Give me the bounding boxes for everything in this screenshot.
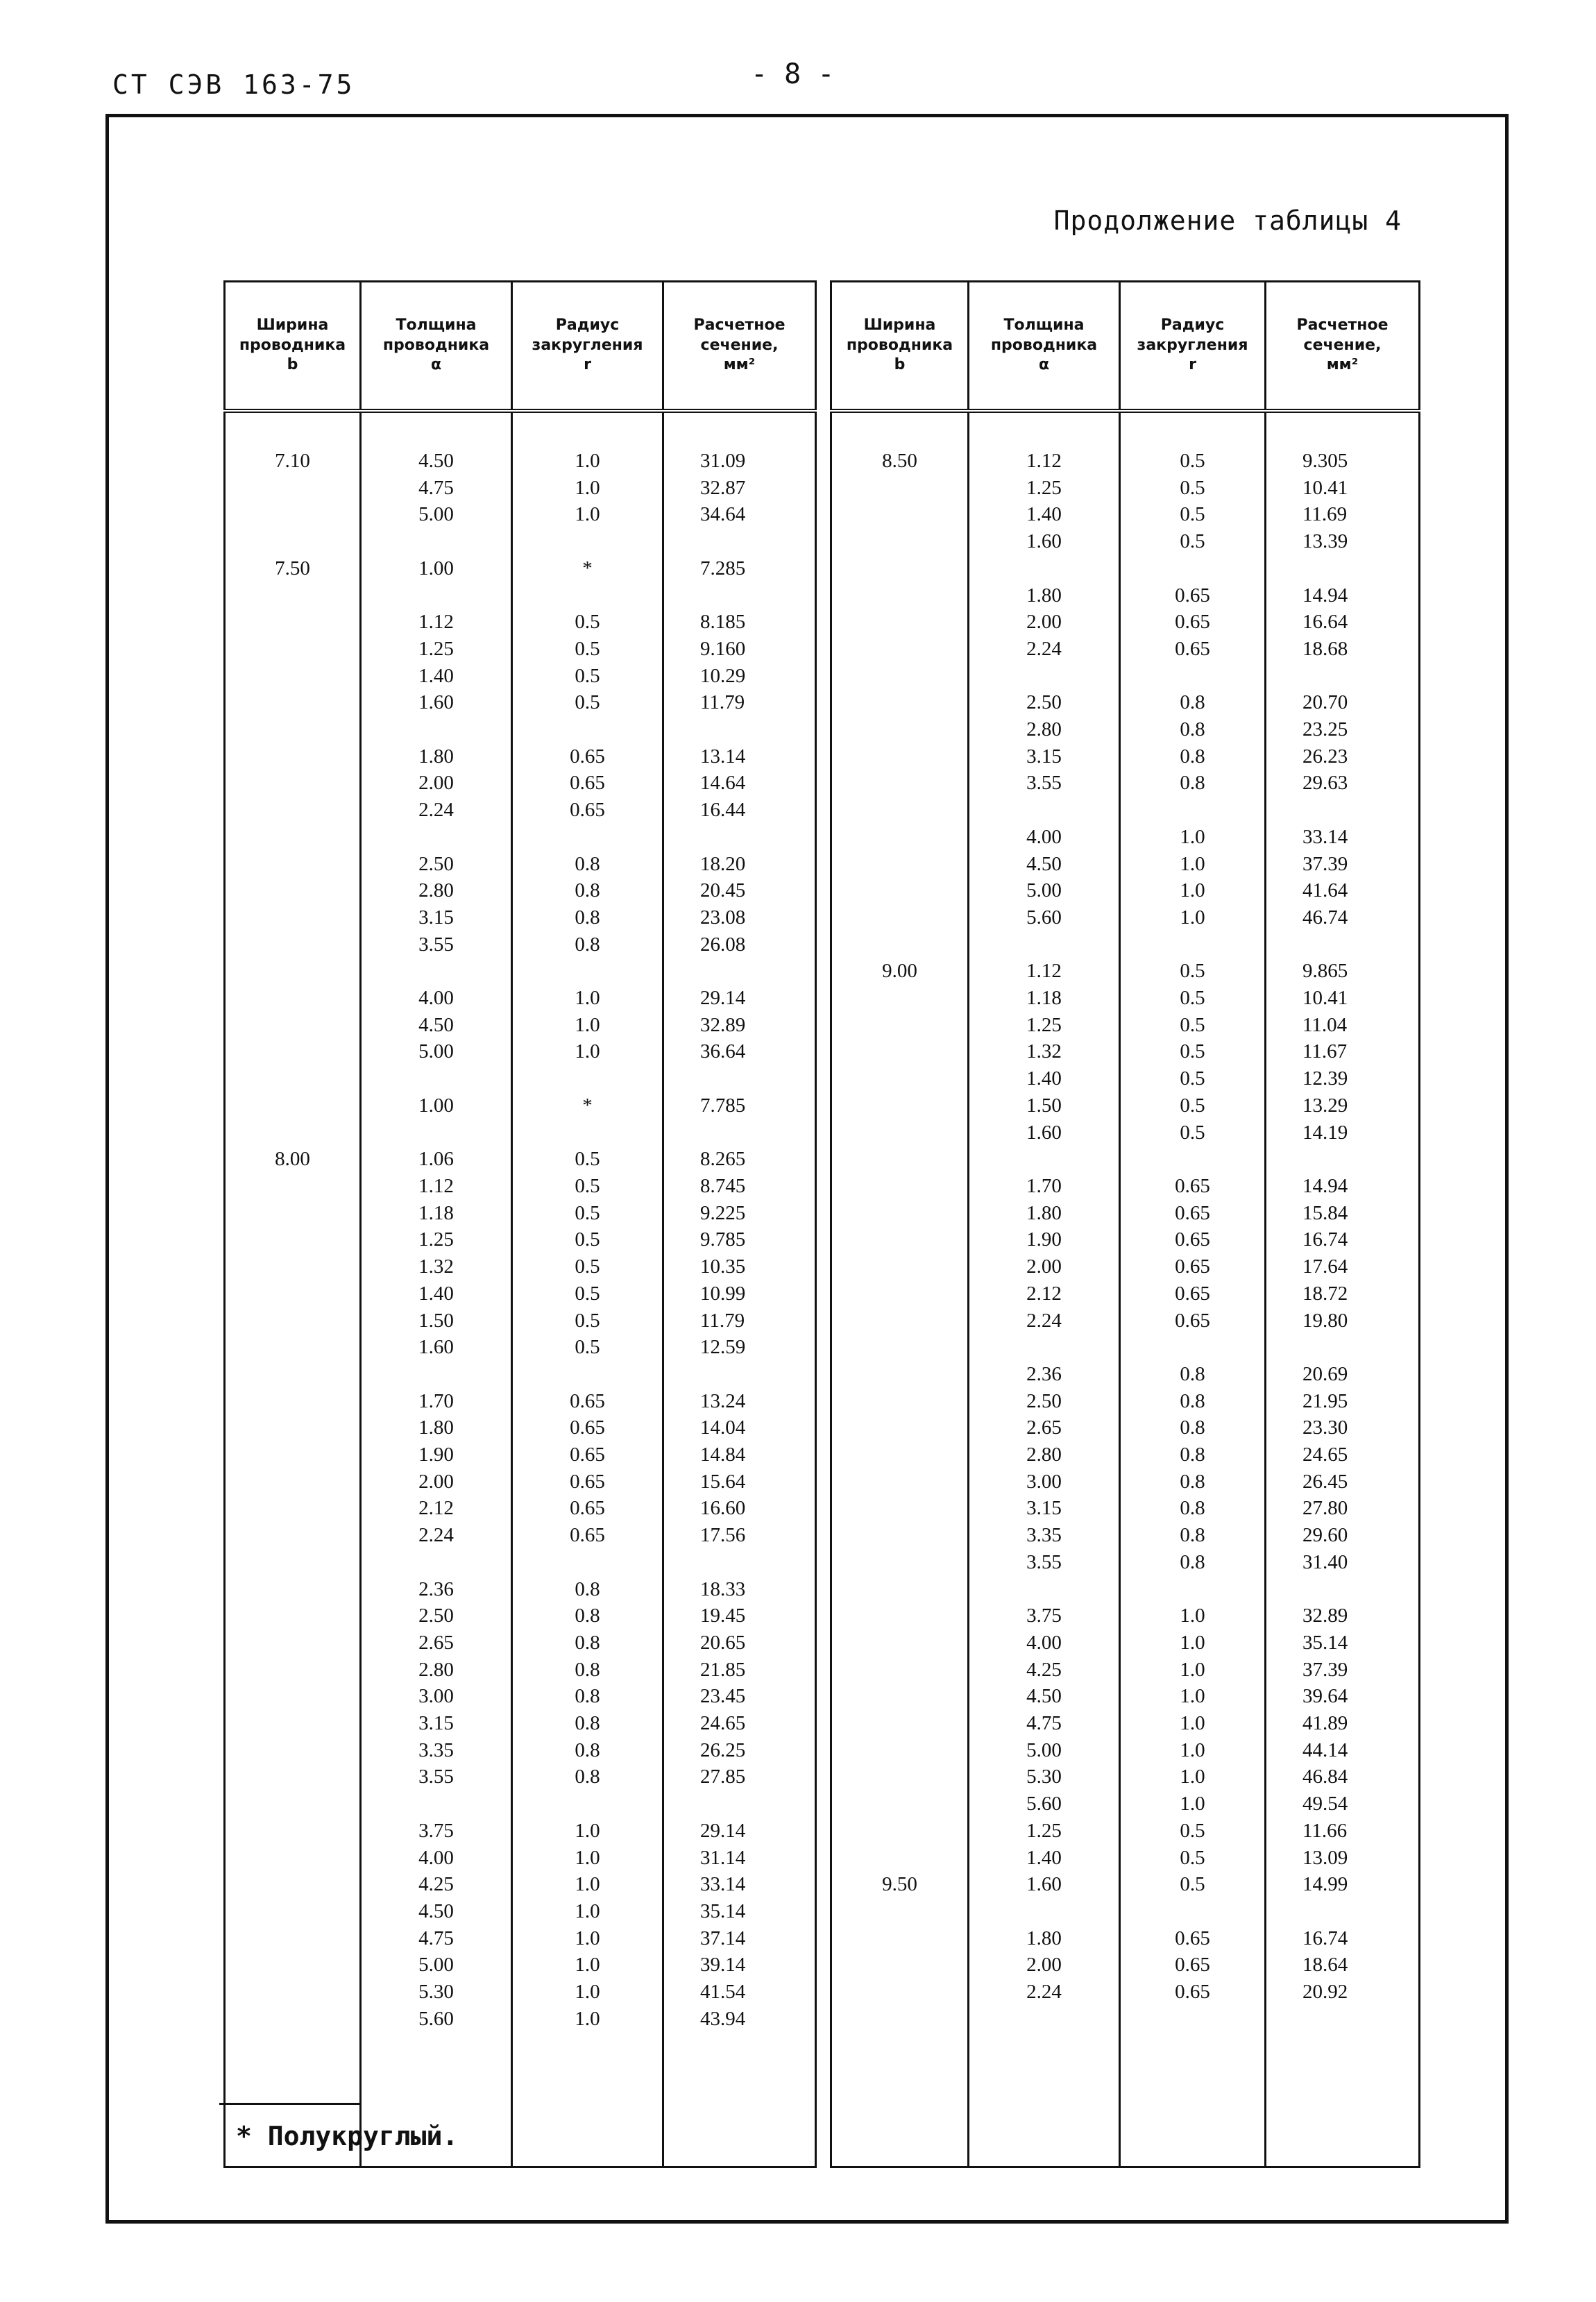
- header-thickness: Толщина проводника α: [969, 282, 1120, 412]
- header-section: Расчетное сечение, мм²: [1266, 282, 1420, 412]
- column-radius-values: 0.5 0.5 0.5 0.5 0.65 0.65 0.65 0.8 0.8 0.8 0.8 1.0 1.0 1.0 1.0 0.5 0.5 0.5 0.5 0.5 0.5 0.5 0.65 0.65 0.65 0.65 0.65 0.65 0.8 0.8 0.8 0.8 0.8 0.8 0.8 0.8 1.0 1.0 1.0 1.0 1.0 1.0 1.0 1.0 0.5 0.5 0.5 0.65 0.65 0.65: [1120, 411, 1266, 2167]
- column-radius-values: 1.0 1.0 1.0 * 0.5 0.5 0.5 0.5 0.65 0.65 0.65 0.8 0.8 0.8 0.8 1.0 1.0 1.0 * 0.5 0.5 0.5 0.5 0.5 0.5 0.5 0.5 0.65 0.65 0.65 0.65 0.65 0.65 0.8 0.8 0.8 0.8 0.8 0.8 0.8 0.8 1.0 1.0 1.0 1.0 1.0 1.0 1.0 1.0: [512, 411, 663, 2167]
- column-section-values: 9.305 10.41 11.69 13.39 14.94 16.64 18.68 20.70 23.25 26.23 29.63 33.14 37.39 41.64 46.74 9.865 10.41 11.04 11.67 12.39 13.29 14.19 14.94 15.84 16.74 17.64 18.72 19.80 20.69 21.95 23.30 24.65 26.45 27.80 29.60 31.40 32.89 35.14 37.39 39.64 41.89 44.14 46.84 49.54 11.66 13.09 14.99 16.74 18.64 20.92: [1266, 411, 1420, 2167]
- column-width-values: 7.10 7.50 8.00: [275, 450, 310, 1171]
- page-number: - 8 -: [751, 58, 835, 90]
- left-table: [223, 280, 817, 2168]
- header-width: Ширина проводника b: [831, 282, 969, 412]
- header-thickness: Толщина проводника α: [361, 282, 512, 412]
- footnote: * Полукруглый.: [236, 2121, 459, 2151]
- table-caption: Продолжение таблицы 4: [1053, 205, 1402, 236]
- column-width-values: 8.50 9.00 9.50: [882, 450, 917, 1896]
- column-section-values: 31.09 32.87 34.64 7.285 8.185 9.160 10.29 11.79 13.14 14.64 16.44 18.20 20.45 23.08 26.08 29.14 32.89 36.64 7.785 8.265 8.745 9.225 9.785 10.35 10.99 11.79 12.59 13.24 14.04 14.84 15.64 16.60 17.56 18.33 19.45 20.65 21.85 23.45 24.65 26.25 27.85 29.14 31.14 33.14 35.14 37.14 39.14 41.54 43.94: [663, 411, 816, 2167]
- header-section: Расчетное сечение, мм²: [663, 282, 816, 412]
- right-table: [830, 280, 1420, 2168]
- header-radius: Радиус закругления r: [512, 282, 663, 412]
- header-radius: Радиус закругления r: [1120, 282, 1266, 412]
- header-width: Ширина проводника b: [225, 282, 361, 412]
- column-thickness-values: 1.12 1.25 1.40 1.60 1.80 2.00 2.24 2.50 2.80 3.15 3.55 4.00 4.50 5.00 5.60 1.12 1.18 1.25 1.32 1.40 1.50 1.60 1.70 1.80 1.90 2.00 2.12 2.24 2.36 2.50 2.65 2.80 3.00 3.15 3.35 3.55 3.75 4.00 4.25 4.50 4.75 5.00 5.30 5.60 1.25 1.40 1.60 1.80 2.00 2.24: [969, 411, 1120, 2167]
- doc-code: СТ СЭВ 163-75: [112, 69, 355, 100]
- footnote-rule: [219, 2103, 361, 2105]
- column-thickness-values: 4.50 4.75 5.00 1.00 1.12 1.25 1.40 1.60 1.80 2.00 2.24 2.50 2.80 3.15 3.55 4.00 4.50 5.00 1.00 1.06 1.12 1.18 1.25 1.32 1.40 1.50 1.60 1.70 1.80 1.90 2.00 2.12 2.24 2.36 2.50 2.65 2.80 3.00 3.15 3.35 3.55 3.75 4.00 4.25 4.50 4.75 5.00 5.30 5.60: [361, 411, 512, 2167]
